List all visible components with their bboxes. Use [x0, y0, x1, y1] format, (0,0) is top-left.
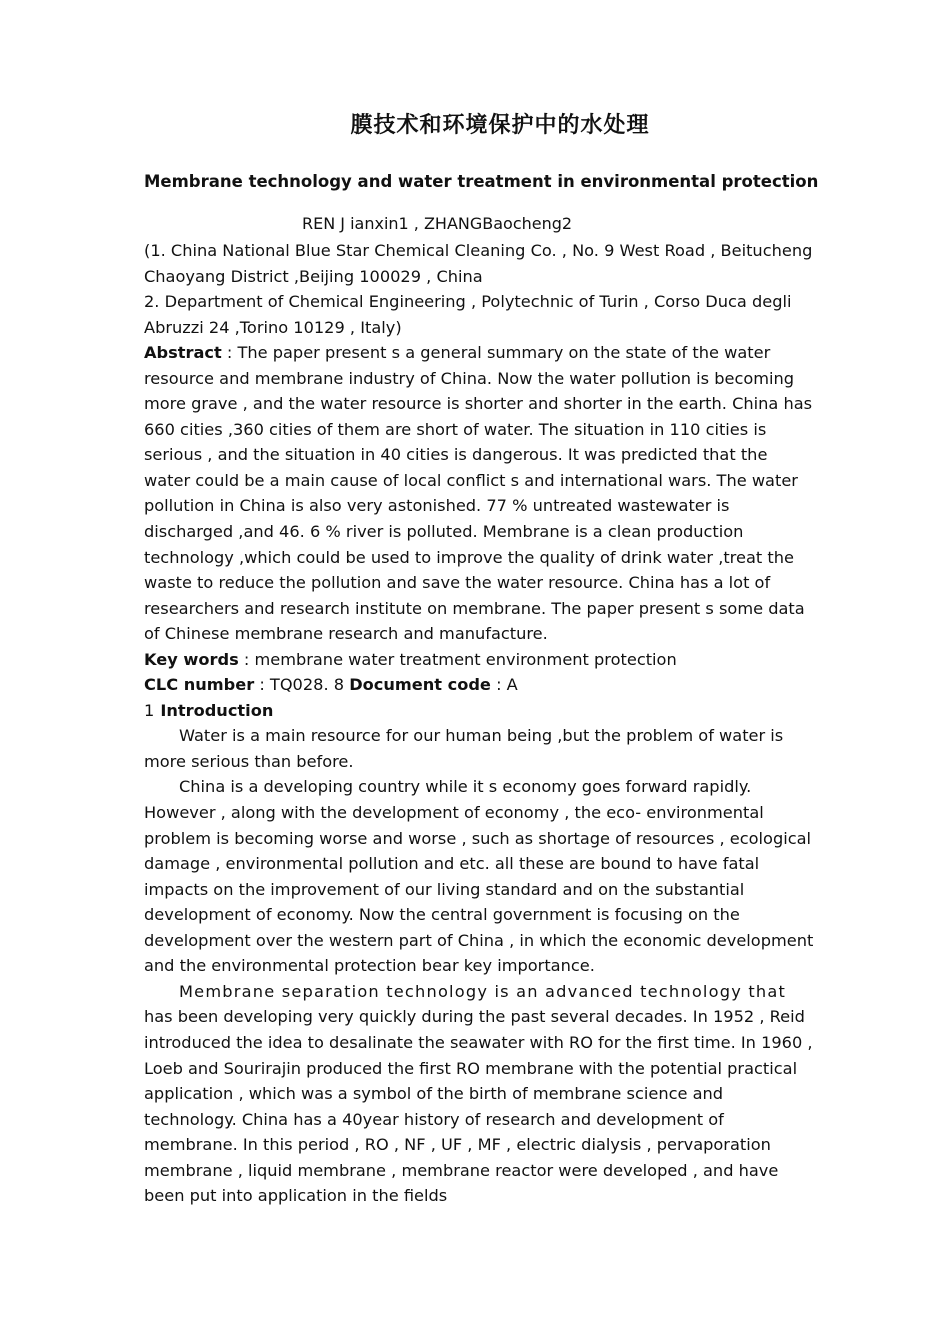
- english-title: Membrane technology and water treatment in environmental protection: [144, 172, 819, 191]
- clc-label: CLC number: [144, 675, 255, 695]
- keywords-label: Key words: [144, 649, 239, 669]
- abstract-label: Abstract: [144, 343, 222, 363]
- affiliation-2: 2. Department of Chemical Engineering , Polytechnic of Turin , Corso Duca degli Abruzzi 24 ,Torino 10129 , Italy): [144, 292, 792, 337]
- authors-line: REN J ianxin1 , ZHANGBaocheng2: [302, 214, 573, 233]
- intro-paragraph-2: China is a developing country while it s economy goes forward rapidly. However , along with the development of economy , the eco- environmental problem is becoming worse and worse , such as shortage of resources , ecological damage , environmental pollution and etc. all these are bound to have fatal impacts on the improvement of our living standard and on the substantial development of economy. Now the central government is focusing on the development over the western part of China , in which the economic development and the environmental protection bear key importance.: [144, 777, 814, 976]
- abstract-paragraph: [144, 340, 816, 647]
- chinese-title: 膜技术和环境保护中的水处理: [350, 113, 650, 138]
- clc-line: [144, 672, 816, 698]
- intro-paragraph-3-first-line: Membrane separation technology is an advanced technology that: [179, 981, 786, 1001]
- keywords-text: : membrane water treatment environment protection: [238, 649, 677, 669]
- document-code-label: Document code: [349, 675, 491, 695]
- section-title: Introduction: [160, 700, 274, 720]
- paper-body: [144, 238, 816, 1209]
- section-heading: [144, 698, 816, 724]
- affiliation-1: (1. China National Blue Star Chemical Cleaning Co. , No. 9 West Road , Beitucheng Chaoyang District ,Beijing 100029 , China: [144, 241, 813, 286]
- keywords-line: [144, 647, 816, 673]
- document-code-text: : A: [490, 675, 518, 695]
- abstract-text: : The paper present s a general summary on the state of the water resource and membrane industry of China. Now the water pollution is becoming more grave , and the water resource is shorter and shorter in the earth. China has 660 cities ,360 cities of them are short of water. The situation in 110 cities is serious , and the situation in 40 cities is dangerous. It was predicted that the water could be a main cause of local conflict s and international wars. The water pollution in China is also very astonished. 77 % untreated wastewater is discharged ,and 46. 6 % river is polluted. Membrane is a clean production technology ,which could be used to improve the quality of drink water ,treat the waste to reduce the pollution and save the water resource. China has a lot of researchers and research institute on membrane. The paper present s some data of Chinese membrane research and manufacture.: [144, 343, 813, 644]
- section-number: 1: [144, 700, 155, 720]
- intro-paragraph-3-rest: has been developing very quickly during the past several decades. In 1952 , Reid introduced the idea to desalinate the seawater with RO for the first time. In 1960 , Loeb and Sourirajin produced the first RO membrane with the potential practical application , which was a symbol of the birth of membrane science and technology. China has a 40year history of research and development of membrane. In this period , RO , NF , UF , MF , electric dialysis , pervaporation membrane , liquid membrane , membrane reactor were developed , and have been put into application in the fields: [144, 1007, 813, 1206]
- intro-paragraph-1: Water is a main resource for our human being ,but the problem of water is more serious than before.: [144, 726, 784, 771]
- clc-text: : TQ028. 8: [254, 675, 350, 695]
